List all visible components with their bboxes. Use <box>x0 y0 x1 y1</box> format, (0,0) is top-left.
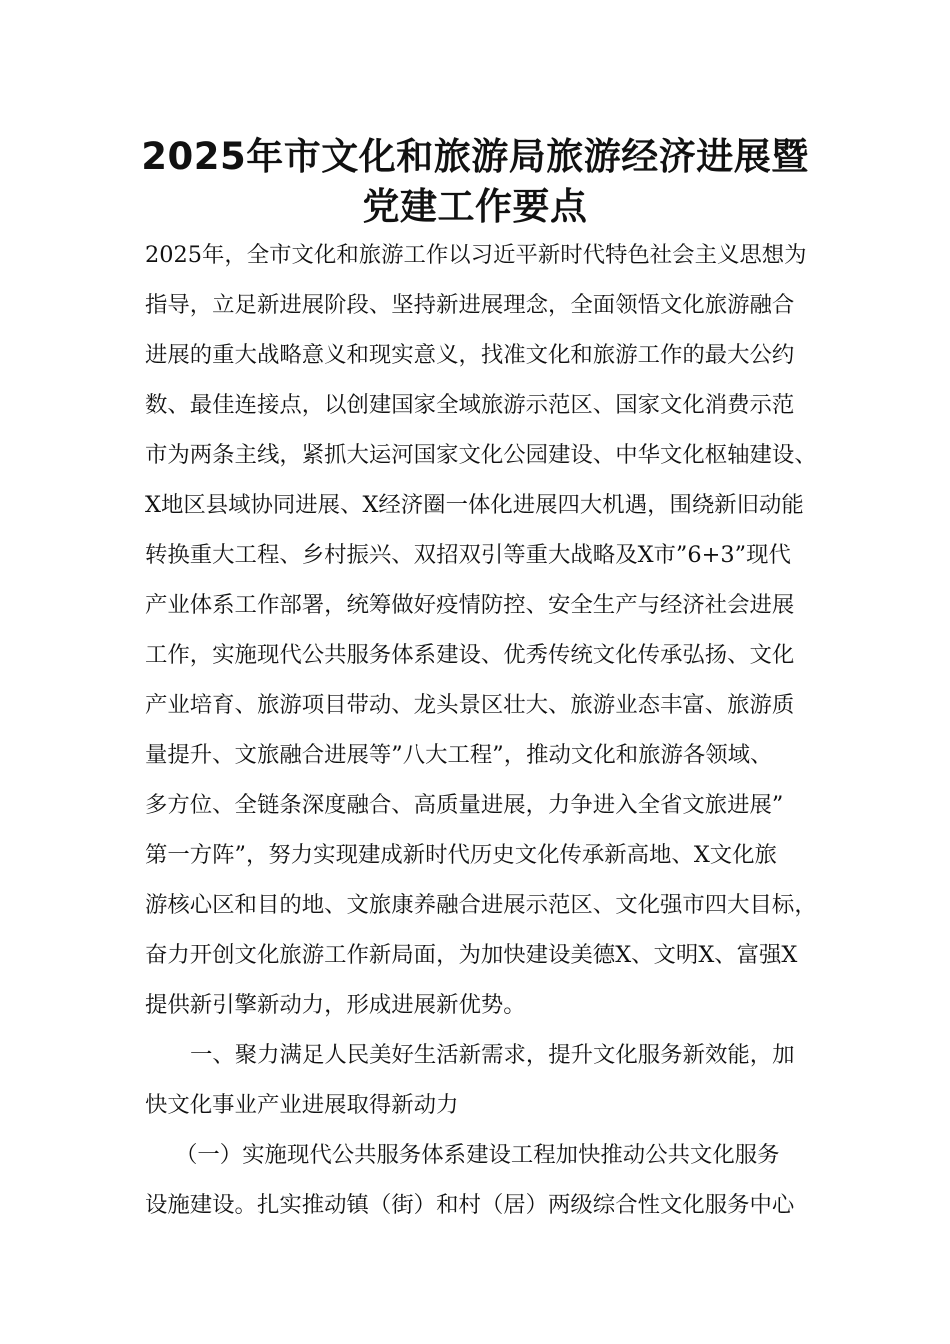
paragraph-line: 工作，实施现代公共服务体系建设、优秀传统文化传承弘扬、文化 <box>145 642 795 668</box>
paragraph-line: 量提升、文旅融合进展等”八大工程”，推动文化和旅游各领域、 <box>145 742 773 768</box>
paragraph-line: 产业培育、旅游项目带动、龙头景区壮大、旅游业态丰富、旅游质 <box>145 692 795 718</box>
paragraph-line: 2025年，全市文化和旅游工作以习近平新时代特色社会主义思想为 <box>145 242 807 268</box>
section-heading-1 <box>145 1030 835 1130</box>
title-line-1: 2025年市文化和旅游局旅游经济进展暨 <box>141 135 809 178</box>
subsection-line: 设施建设。扎实推动镇（街）和村（居）两级综合性文化服务中心 <box>145 1192 795 1218</box>
paragraph-line: 数、最佳连接点，以创建国家全域旅游示范区、国家文化消费示范 <box>145 392 795 418</box>
paragraph-line: 提供新引擎新动力，形成进展新优势。 <box>145 992 526 1018</box>
subsection-paragraph-1 <box>145 1130 835 1230</box>
section-heading-line: 一、聚力满足人民美好生活新需求，提升文化服务新效能，加 <box>190 1042 795 1068</box>
paragraph-line: 转换重大工程、乡村振兴、双招双引等重大战略及X市”6+3”现代 <box>145 542 791 568</box>
paragraph-line: 产业体系工作部署，统筹做好疫情防控、安全生产与经济社会进展 <box>145 592 795 618</box>
paragraph-line: 指导，立足新进展阶段、坚持新进展理念，全面领悟文化旅游融合 <box>145 292 795 318</box>
intro-paragraph <box>145 230 835 1030</box>
paragraph-line: 进展的重大战略意义和现实意义，找准文化和旅游工作的最大公约 <box>145 342 795 368</box>
paragraph-line: 多方位、全链条深度融合、高质量进展，力争进入全省文旅进展” <box>145 792 784 818</box>
paragraph-line: X地区县域协同进展、X经济圈一体化进展四大机遇，围绕新旧动能 <box>145 492 804 518</box>
title-line-2: 党建工作要点 <box>362 185 588 228</box>
paragraph-line: 奋力开创文化旅游工作新局面，为加快建设美德X、文明X、富强X <box>145 942 798 968</box>
document-title <box>100 132 850 232</box>
document-body <box>145 230 835 1230</box>
section-heading-line: 快文化事业产业进展取得新动力 <box>145 1092 459 1118</box>
paragraph-line: 游核心区和目的地、文旅康养融合进展示范区、文化强市四大目标， <box>145 892 817 918</box>
paragraph-line: 第一方阵”，努力实现建成新时代历史文化传承新高地、X文化旅 <box>145 842 777 868</box>
subsection-line: （一）实施现代公共服务体系建设工程加快推动公共文化服务 <box>175 1142 780 1168</box>
paragraph-line: 市为两条主线，紧抓大运河国家文化公园建设、中华文化枢轴建设、 <box>145 442 817 468</box>
